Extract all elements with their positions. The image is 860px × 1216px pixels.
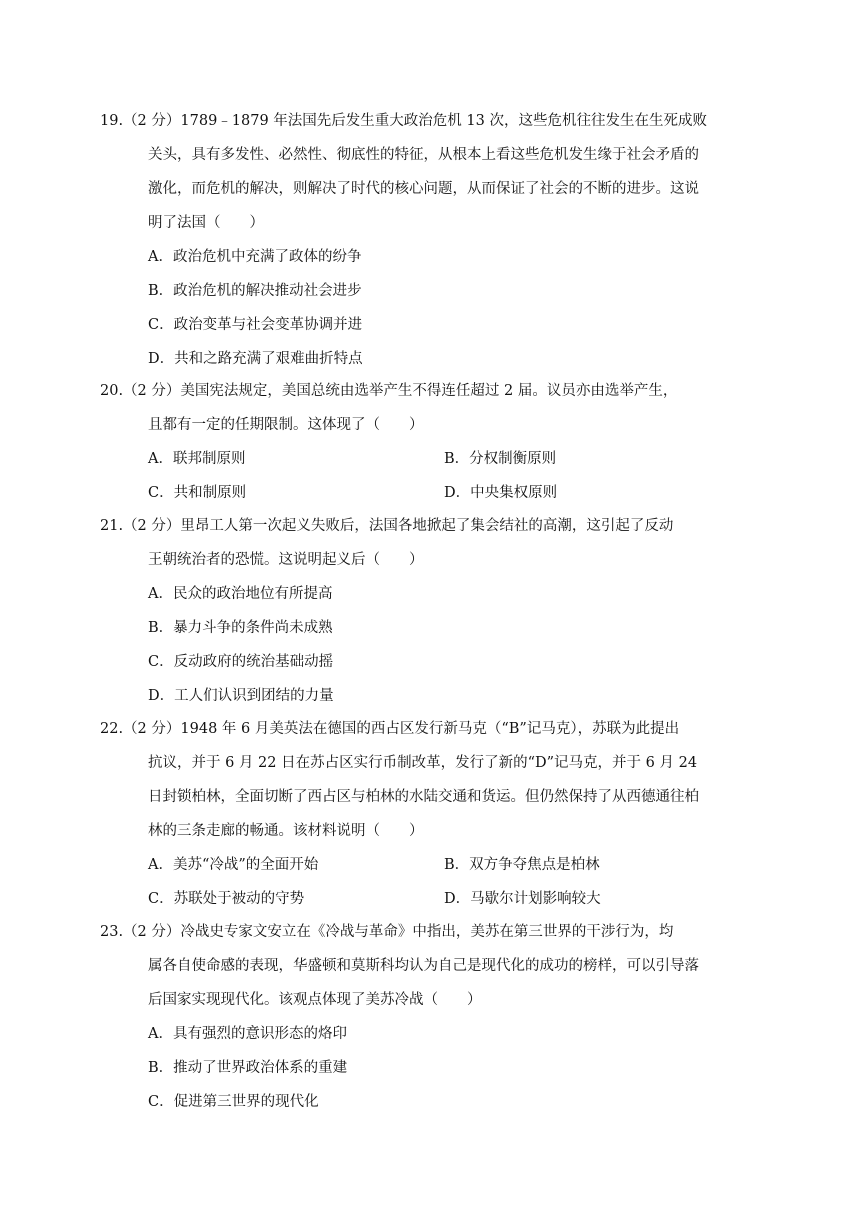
option-c: C．苏联处于被动的守势 — [148, 891, 305, 907]
option-list — [100, 577, 740, 713]
question-21 — [100, 509, 740, 713]
question-22 — [100, 712, 740, 916]
option-d: D．工人们认识到团结的力量 — [148, 688, 334, 704]
option-row — [148, 882, 740, 916]
question-stem-line: 林的三条走廊的畅通。该材料说明（ ） — [148, 823, 424, 839]
question-stem-line: 23.（2 分）冷战史专家文安立在《冷战与革命》中指出，美苏在第三世界的干涉行为，均 — [100, 924, 674, 940]
option-a: A．民众的政治地位有所提高 — [148, 586, 333, 602]
option-c: C．促进第三世界的现代化 — [148, 1094, 319, 1110]
option-list — [100, 848, 740, 916]
question-stem-line: 20.（2 分）美国宪法规定，美国总统由选举产生不得连任超过 2 届。议员亦由选举产生， — [100, 383, 678, 399]
question-stem-line: 明了法国（ ） — [148, 215, 264, 231]
question-stem-line: 王朝统治者的恐慌。这说明起义后（ ） — [148, 552, 424, 568]
option-a: A．美苏“冷战”的全面开始 — [148, 857, 319, 873]
option-list — [100, 240, 740, 376]
question-20 — [100, 374, 740, 510]
option-c: C．政治变革与社会变革协调并进 — [148, 317, 363, 333]
option-row — [148, 442, 740, 476]
question-stem-line: 21.（2 分）里昂工人第一次起义失败后，法国各地掀起了集会结社的高潮，这引起了反动 — [100, 518, 674, 534]
option-d: D．中央集权原则 — [444, 485, 558, 501]
option-b: B．分权制衡原则 — [444, 451, 557, 467]
option-a: A．政治危机中充满了政体的纷争 — [148, 249, 362, 265]
option-d: D．共和之路充满了艰难曲折特点 — [148, 351, 363, 367]
option-c: C．共和制原则 — [148, 485, 247, 501]
option-d: D．马歇尔计划影响较大 — [444, 891, 601, 907]
option-b: B．双方争夺焦点是柏林 — [444, 857, 600, 873]
option-list — [100, 442, 740, 510]
option-b: B．暴力斗争的条件尚未成熟 — [148, 620, 333, 636]
option-a: A．具有强烈的意识形态的烙印 — [148, 1026, 347, 1042]
question-stem-line: 日封锁柏林，全面切断了西占区与柏林的水陆交通和货运。但仍然保持了从西德通往柏 — [148, 789, 699, 805]
question-stem-line: 且都有一定的任期限制。这体现了（ ） — [148, 417, 424, 433]
question-stem-line: 关头，具有多发性、必然性、彻底性的特征，从根本上看这些危机发生缘于社会矛盾的 — [148, 147, 699, 163]
option-c: C．反动政府的统治基础动摇 — [148, 654, 334, 670]
question-23 — [100, 915, 740, 1119]
question-stem-line: 后国家实现现代化。该观点体现了美苏冷战（ ） — [148, 992, 482, 1008]
option-list — [100, 1017, 740, 1119]
question-19 — [100, 104, 740, 376]
question-stem-line: 22.（2 分）1948 年 6 月美英法在德国的西占区发行新马克（“B”记马克），苏联为此提出 — [100, 721, 680, 737]
option-row — [148, 848, 740, 882]
option-b: B．政治危机的解决推动社会进步 — [148, 283, 362, 299]
option-a: A．联邦制原则 — [148, 451, 246, 467]
option-b: B．推动了世界政治体系的重建 — [148, 1060, 348, 1076]
question-stem-line: 抗议，并于 6 月 22 日在苏占区实行币制改革，发行了新的“D”记马克，并于 6 月 24 — [148, 755, 698, 771]
question-stem-line: 属各自使命感的表现，华盛顿和莫斯科均认为自己是现代化的成功的榜样，可以引导落 — [148, 958, 699, 974]
question-stem-line: 激化，而危机的解决，则解决了时代的核心问题，从而保证了社会的不断的进步。这说 — [148, 181, 699, 197]
option-row — [148, 476, 740, 510]
question-stem-line: 19.（2 分）1789﹣1879 年法国先后发生重大政治危机 13 次，这些危机往往发生在生死成败 — [100, 113, 707, 129]
